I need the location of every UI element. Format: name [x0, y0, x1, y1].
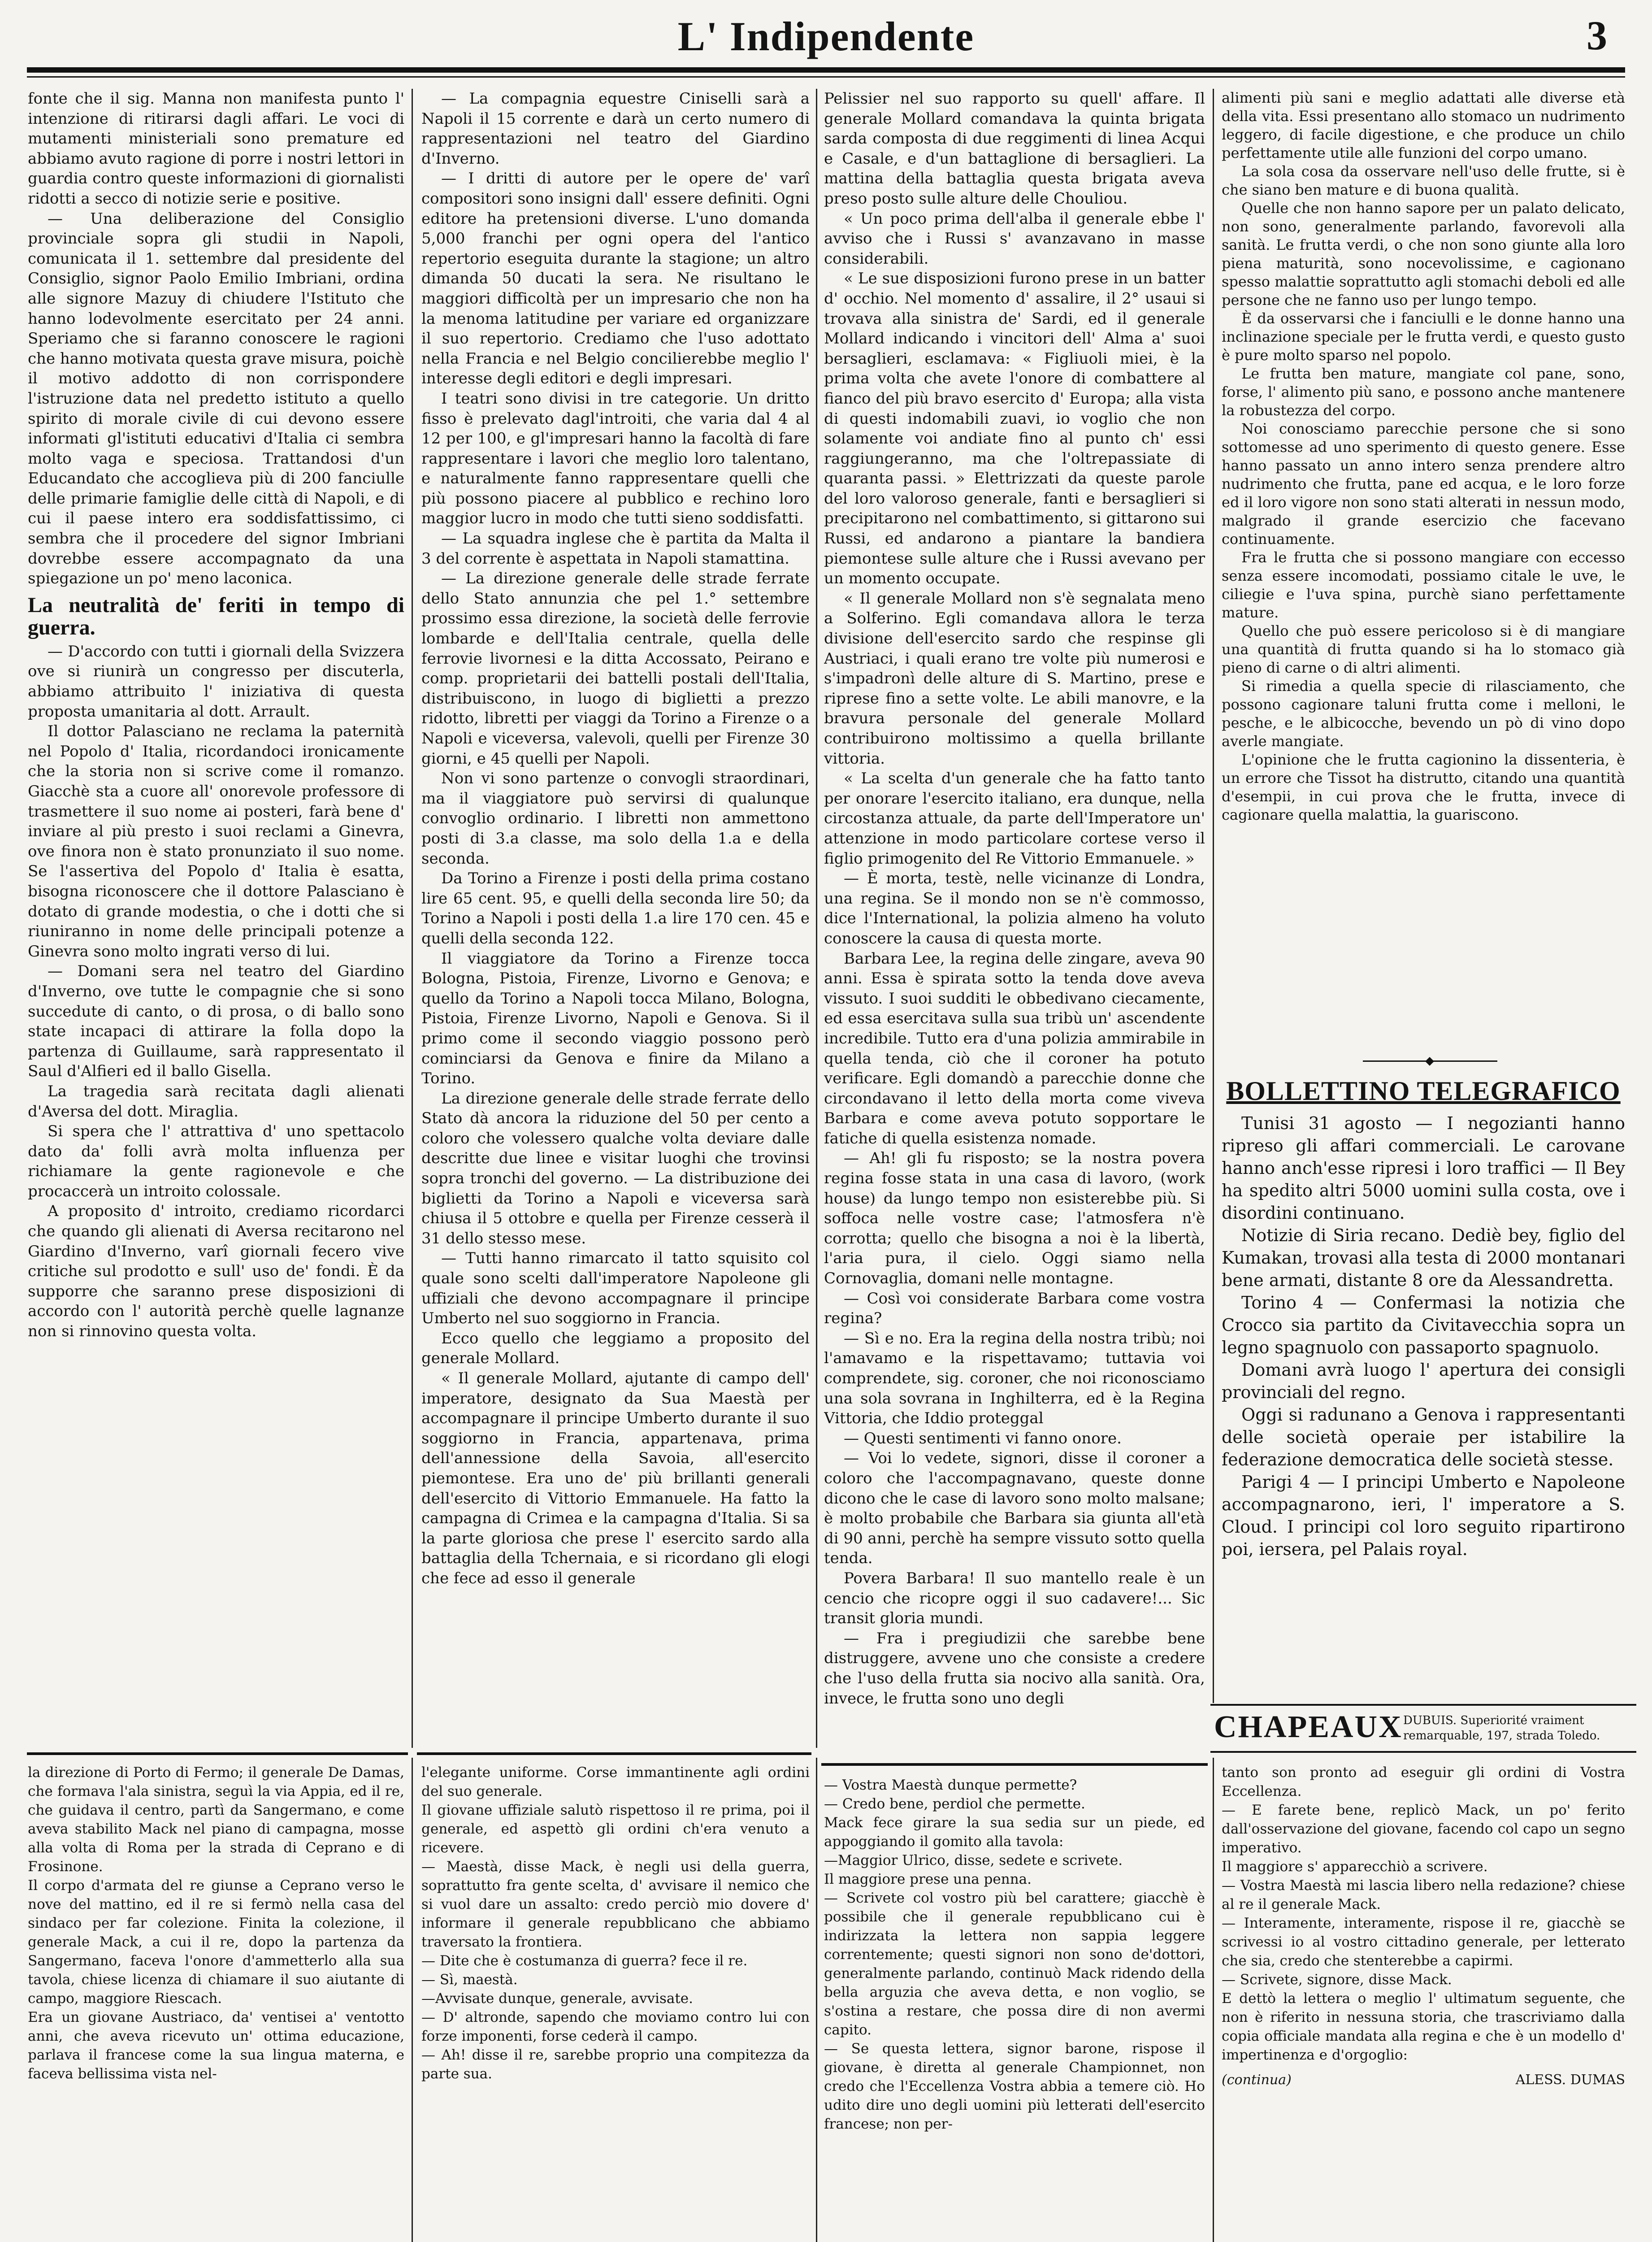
article-paragraph: — Ah! gli fu risposto; se la nostra povera regina fosse stata in una casa di lavoro, (work house) da lungo tempo non esisterebbe più. Si soffoca nelle vostre case; l'atmosfera n'è corrotta; quello che bisogna a noi è la libertà, l'aria pura, il cielo. Oggi siamo nella Cornovaglia, domani nelle montagne. [824, 1149, 1205, 1288]
feuilleton-column-1 [28, 1763, 404, 2242]
bulletin-title: BOLLETTINO TELEGRAFICO [1226, 1076, 1621, 1106]
masthead [27, 0, 1625, 76]
article-paragraph: Quelle che non hanno sapore per un palato delicato, non sono, generalmente parlando, favorevoli alla sanità. Le frutta verdi, o che non sono giunte alla loro piena maturità, sono nocevolissime, e cagionano spesso malattie soprattutto agli stomachi deboli ed alle persone che ne fanno uso per lungo tempo. [1222, 200, 1625, 308]
article-paragraph: — Una deliberazione del Consiglio provinciale sopra gli studii in Napoli, comunicata il 1. settembre dal presidente del Consiglio, signor Paolo Emilio Imbriani, ordina alle signore Mazuy di chiudere l'Istituto che hanno lodevolmente esercitato per 24 anni. Speriamo che si faranno conoscere le ragioni che hanno motivata questa grave misura, poichè il motivo addotto di non corrispondere l'istruzione data nel predetto istituto a quello spirito di morale civile di cui devono essere informati gl'istituti educativi d'Italia ci sembra molto vaga e speciosa. Trattandosi d'un Educandato che accoglieva più di 200 fanciulle delle primarie famiglie delle città di Napoli, e di cui il paese intero era soddisfattissimo, ci sembra che il procedere del signor Imbriani dovrebbe essere accompagnato da una spiegazione un po' meno laconica. [28, 209, 404, 588]
article-paragraph: A proposito d' introito, crediamo ricordarci che quando gli alienati di Aversa recitarono nel Giardino d'Inverno, varî giornali fecero vive critiche sul prodotto e sull' uso de' fondi. È da supporre che saranno prese disposizioni di accordo con l' autorità perchè quelle lagnanze non si rinnovino questa volta. [28, 1202, 404, 1341]
feuilleton-column-3 [824, 1776, 1205, 2242]
article-paragraph: È da osservarsi che i fanciulli e le donne hanno una inclinazione speciale per le frutta verdi, e questo gusto è pure molto sparso nel popolo. [1222, 310, 1625, 364]
bulletin-item: Parigi 4 — I principi Umberto e Napoleone accompagnarono, ieri, l' imperatore a S. Cloud. I principi col loro seguito ripartirono poi, iersera, pel Palais royal. [1222, 1472, 1625, 1559]
feuilleton-rule [417, 1752, 811, 1755]
article-paragraph: — D'accordo con tutti i giornali della Svizzera ove si riunirà un congresso per discuterla, abbiamo attribuito l' iniziativa di questa proposta umanitaria al dott. Arrault. [28, 642, 404, 721]
article-paragraph: I teatri sono divisi in tre categorie. Un dritto fisso è prelevato dagl'introiti, che varia dal 4 al 12 per 100, e gl'impresari hanno la facoltà di fare rappresentare i lavori che meglio loro talentano, e naturalmente fanno rappresentare quelli che più possono piacere al pubblico e rechino loro maggior lucro in modo che tutti sieno soddisfatti. [421, 389, 810, 528]
column-divider [1213, 1758, 1214, 2242]
masthead-rule-thin [27, 76, 1625, 78]
bulletin-item: Domani avrà luogo l' apertura dei consigli provinciali del regno. [1222, 1360, 1625, 1402]
telegraph-bulletin [1222, 1072, 1625, 1695]
article-paragraph: Quello che può essere pericoloso si è di mangiare una quantità di frutta quando si ha lo stomaco già pieno di carne o di altri alimenti. [1222, 622, 1625, 676]
author-name: ALESS. DUMAS [1515, 2072, 1625, 2088]
article-paragraph: — Questi sentimenti vi fanno onore. [844, 1429, 1122, 1447]
article-paragraph: — Tutti hanno rimarcato il tatto squisito col quale sono scelti dall'imperatore Napoleone gli uffiziali che devono accompagnare il principe Umberto nel suo soggiorno in Francia. [421, 1249, 810, 1328]
bulletin-item: Oggi si radunano a Genova i rappresentanti delle società operaie per istabilire la federazione democratica delle società stesse. [1222, 1405, 1625, 1469]
article-paragraph: alimenti più sani e meglio adattati alle diverse età della vita. Essi presentano allo stomaco un nudrimento leggero, di facile digestione, e che produce un chilo perfettamente utile alle funzioni del corpo umano. [1222, 89, 1625, 161]
news-column-2 [421, 89, 810, 1748]
column-divider [816, 89, 817, 1748]
feuilleton-signature [1222, 2071, 1625, 2090]
ad-text: DUBUIS. Superiorité vraiment remarquable, 197, strada Toledo. [1403, 1714, 1600, 1742]
feuilleton-text: l'elegante uniforme. Corse immantinente agli ordini del suo generale. Il giovane uffiziale salutò rispettoso il re prima, poi il generale, ed aspettò gli ordini ch'era venuto a ricevere. — Maestà, disse Mack, è negli usi della guerra, soprattutto fra gente scelta, d' avvisare il nemico che si vuol dare un assalto: credo perciò mio dovere d' informare il generale repubblicano che abbiamo traversato la frontiera. — Dite che è costumanza di guerra? fece il re. — Sì, maestà. —Avvisate dunque, generale, avvisate. — D' altronde, sapendo che moviamo contro lui con forze imponenti, forse cederà il campo. — Ah! disse il re, sarebbe proprio una compitezza da parte sua. [421, 1764, 810, 2082]
ad-rule [1210, 1751, 1636, 1753]
article-paragraph: fonte che il sig. Manna non manifesta punto l' intenzione di ritirarsi dagli affari. Le voci di mutamenti ministeriali sono premature ed abbiamo avuto ragione di porre i nostri lettori in guardia contro queste informazioni di giornalisti ridotti a secco di notizie serie e positive. [28, 90, 404, 208]
article-paragraph: Pelissier nel suo rapporto su quell' affare. Il generale Mollard comandava la quinta brigata sarda composta di due reggimenti di linea Acqui e Casale, e d'un battaglione di bersaglieri. La mattina della battaglia questa brigata aveva preso posto sulle alture delle Chouliou. [824, 90, 1205, 208]
feuilleton-column-4 [1222, 1763, 1625, 2242]
feuilleton-rule [27, 1752, 408, 1755]
article-paragraph: — I dritti di autore per le opere de' varî compositori sono insigni dall' essere definiti. Ogni editore ha pretensioni diverse. L'uno domanda 5,000 franchi per ogni opera del l'antico repertorio eseguita durante la stagione; un altro dimanda 50 ducati la sera. Ne risultano le maggiori difficoltà per un impresario che non ha la menoma latitudine per variare ed organizzare il suo repertorio. Crediamo che l'uso adottato nella Francia e nel Belgio concilierebbe meglio l' interesse degli editori e degli impresari. [421, 169, 810, 388]
ad-headline: CHAPEAUX [1214, 1710, 1403, 1744]
article-paragraph: — È morta, testè, nelle vicinanze di Londra, una regina. Se il mondo non se n'è commosso, dice l'International, la polizia almeno ha voluto conoscere la causa di questa morte. [824, 869, 1205, 947]
article-paragraph: — La compagnia equestre Ciniselli sarà a Napoli il 15 corrente e darà un certo numero di rappresentazioni nel teatro del Giardino d'Inverno. [421, 90, 810, 168]
article-paragraph: La tragedia sarà recitata dagli alienati d'Aversa del dott. Miraglia. [28, 1082, 404, 1121]
article-paragraph: Il viaggiatore da Torino a Firenze tocca Bologna, Pistoia, Firenze, Livorno e Genova; e quello da Torino a Napoli tocca Milano, Bologna, Pistoia, Firenze Livorno, Napoli e Genova. Si il primo come il secondo viaggio possono però cominciarsi da Genova e finire da Milano a Torino. [421, 949, 810, 1088]
article-paragraph: Fra le frutta che si possono mangiare con eccesso senza essere incomodati, possiamo citale le uve, le ciliegie e l'uva spina, purchè siano perfettamente mature. [1222, 549, 1625, 621]
article-paragraph: Non vi sono partenze o convogli straordinari, ma il viaggiatore può servirsi di qualunque convoglio ordinario. I libretti non ammettono posti di 3.a classe, ma solo della 1.a e della seconda. [421, 769, 810, 868]
article-paragraph: — La direzione generale delle strade ferrate dello Stato annunzia che pel 1.° settembre prossimo essa direzione, la società delle ferrovie lombarde e dell'Italia centrale, quella delle ferrovie livornesi e la ditta Accossato, Peirano e comp. proprietarii dei battelli postali dell'Italia, distribuiscono, in luogo di biglietti a prezzo ridotto, libretti per viaggi da Torino a Firenze o a Napoli e viceversa, valevoli, quelli per Firenze 30 giorni, e 45 quelli per Napoli. [421, 569, 810, 768]
column-divider [1213, 89, 1214, 1703]
article-paragraph: « Il generale Mollard non s'è segnalata meno a Solferino. Egli comandava allora le terza divisione dell'esercito sardo che respinse gli Austriaci, i quali erano tre volte più numerosi e s'impadronì delle alture di S. Martino, prese e riprese fino a sette volte. Le abili manovre, e la bravura personale del generale Mollard contribuirono moltissimo a quella brillante vittoria. [824, 589, 1205, 768]
column-divider [816, 1758, 817, 2242]
article-paragraph: — Voi lo vedete, signori, disse il coroner a coloro che l'accompagnavano, queste donne dicono che le case di lavoro sono molto malsane; è molto probabile che Barbara sia giunta all'età di 90 anni, perchè ha sempre vissuto sotto quella tenda. [824, 1449, 1205, 1568]
page-number: 3 [1587, 13, 1607, 58]
feuilleton-rule [821, 1763, 1208, 1766]
feuilleton-text: — Vostra Maestà dunque permette? — Credo bene, perdiol che permette. Mack fece girare la sua sedia sur un piede, ed appoggiando il gomito alla tavola: —Maggior Ulrico, disse, sedete e scrivete. Il maggiore prese una penna. — Scrivete col vostro più bel carattere; giacchè è possibile che il generale repubblicano cui è indirizzata la lettera non sappia leggere correntemente; questi signori non sono de'dottori, generalmente parlando, continuò Mack ridendo della bella arguzia che aveva detta, e non voglio, se s'ostina a restare, che possa dire di non avermi capito. — Se questa lettera, signor barone, rispose il giovane, è diretta al generale Championnet, non credo che l'Eccellenza Vostra abbia a temere ciò. Ho udito dire uno degli uomini più letterati dell'esercito francese; non per- [824, 1777, 1205, 2132]
article-paragraph: Povera Barbara! Il suo mantello reale è un cencio che ricopre oggi il suo cadavere!... Sic transit gloria mundi. [824, 1569, 1205, 1628]
article-paragraph: — Domani sera nel teatro del Giardino d'Inverno, ove tutte le compagnie che si sono succedute di canto, o di prosa, o di ballo sono state incapaci di attirare la folla dopo la partenza di Guillaume, sarà rappresentato il Saul d'Alfieri ed il ballo Gisella. [28, 962, 404, 1081]
section-divider [1363, 1058, 1497, 1064]
article-paragraph: La sola cosa da osservare nell'uso delle frutte, si è che siano ben mature e di buona qualità. [1222, 163, 1625, 198]
bulletin-item: Notizie di Siria recano. Dediè bey, figlio del Kumakan, trovasi alla testa di 2000 montanari bene armati, distante 8 ore da Alessandretta. [1222, 1225, 1625, 1290]
article-paragraph: L'opinione che le frutta cagionino la dissenteria, è un errore che Tissot ha distrutto, citando una quantità d'esempii, in cui prova che le frutta, invece di cagionare quella malattia, la guariscono. [1222, 751, 1625, 823]
article-paragraph: — La squadra inglese che è partita da Malta il 3 del corrente è aspettata in Napoli stamattina. [421, 530, 810, 568]
continua-note: (continua) [1222, 2072, 1292, 2088]
hat-advertisement [1210, 1708, 1636, 1748]
article-paragraph: Si spera che l' attrattiva d' uno spettacolo dato da' folli avrà molta influenza per richiamare la gente ragionevole e che procaccerà un introito colossale. [28, 1122, 404, 1200]
news-column-1 [28, 89, 404, 1748]
ad-rule [1210, 1704, 1636, 1706]
column-divider [412, 89, 413, 1748]
article-paragraph: Barbara Lee, la regina delle zingare, aveva 90 anni. Essa è spirata sotto la tenda dove aveva vissuto. I suoi sudditi le obbedivano ciecamente, ed essa esercitava sulla sua tribù un' ascendente incredibile. Tutto era d'una polizia ammirabile in quella tenda, ciò che il coroner ha potuto verificare. Egli domandò a parecchie donne che circondavano il letto della morta come viveva Barbara e come aveva potuto sopportare le fatiche di quella esistenza nomade. [824, 949, 1205, 1147]
article-paragraph: La direzione generale delle strade ferrate dello Stato dà ancora la riduzione del 50 per cento a coloro che volessero qualche volta deviare dalle descritte due linee e visitar luoghi che trovinsi sopra tronchi del governo. — La distribuzione dei biglietti da Torino a Napoli e viceversa sarà chiusa il 5 ottobre e quella per Firenze cesserà il 31 dello stesso mese. [421, 1089, 810, 1247]
feuilleton-column-2 [421, 1763, 810, 2242]
article-heading: La neutralità de' feriti in tempo di guerra. [28, 593, 404, 639]
bulletin-item: Torino 4 — Confermasi la notizia che Crocco sia partito da Civitavecchia sopra un legno spagnuolo con passaporto spagnuolo. [1222, 1293, 1625, 1357]
bulletin-item: Tunisi 31 agosto — I negozianti hanno ripreso gli affari commerciali. Le carovane hanno anch'esse ripresi i loro traffici — Il Bey ha spedito altri 5000 uomini sulla costa, ove i disordini continuano. [1222, 1113, 1625, 1223]
article-paragraph: Il dottor Palasciano ne reclama la paternità nel Popolo d' Italia, ricordandoci ironicamente che la storia non si scrive come il romanzo. Giacchè sta a cuore all' onorevole professore di trasmettere il suo nome ai posteri, farà bene d' inviare al più presto i suoi reclami a Ginevra, ove finora non è stato pronunziato il suo nome. Se l'assertiva del Popolo d' Italia è esatta, bisogna riconoscere che il dottore Palasciano è dotato di grande modestia, o che i dotti che si riuniranno in nome delle principali potenze a Ginevra sono molto ingrati verso di lui. [28, 722, 404, 960]
article-paragraph: « Un poco prima dell'alba il generale ebbe l' avviso che i Russi s' avanzavano in masse considerabili. [824, 209, 1205, 268]
news-column-3 [824, 89, 1205, 1748]
article-paragraph: — Fra i pregiudizii che sarebbe bene distruggere, avvene uno che consiste a credere che l'uso della frutta sia nocivo alla sanità. Ora, invece, le frutta sono uno degli [824, 1629, 1205, 1708]
article-paragraph: Noi conosciamo parecchie persone che si sono sottomesse ad uno sperimento di questo genere. Esse hanno passato un anno intero senza prendere altro nudrimento che frutta, pane ed acqua, e le loro forze ed il loro vigore non sono stati alterati in nessun modo, malgrado il grande esercizio che facevano continuamente. [1222, 420, 1625, 547]
column-divider [412, 1758, 413, 2242]
feuilleton-text: la direzione di Porto di Fermo; il generale De Damas, che formava l'ala sinistra, seguì la via Appia, ed il re, che guidava il centro, partì da Sangermano, e come aveva stabilito Mack nel piano di campagna, mosse alla volta di Roma per la strada di Ceprano e di Frosinone. Il corpo d'armata del re giunse a Ceprano verso le nove del mattino, ed il re si fermò nella casa del sindaco per far colezione. Finita la colezione, il generale Mack, a cui il re, dopo la partenza da Sangermano, faceva l'onore d'ammetterlo alla sua tavola, chiese licenza di chiamare il suo aiutante di campo, maggiore Riescach. Era un giovane Austriaco, da' ventisei a' ventotto anni, che aveva ricevuto un' ottima educazione, parlava il francese come la sua lingua materna, e faceva bellissima vista nel- [28, 1764, 404, 2082]
article-paragraph: Ecco quello che leggiamo a proposito del generale Mollard. [421, 1329, 810, 1368]
newspaper-title: L' Indipendente [677, 13, 975, 59]
news-column-4 [1222, 89, 1625, 1053]
article-paragraph: Da Torino a Firenze i posti della prima costano lire 65 cent. 95, e quelli della seconda lire 50; da Torino a Napoli i posti della 1.a lire 170 cen. 45 e quelli della seconda 122. [421, 869, 810, 947]
article-paragraph: « Le sue disposizioni furono prese in un batter d' occhio. Nel momento d' assalire, il 2° usaui si trovava alla sinistra de' Sardi, ed il generale Mollard indicando i vincitori dell' Alma a' suoi bersaglieri, esclamava: « Figliuoli miei, è la prima volta che avete l'onore di combattere al fianco del più bravo esercito d' Europa; alla vista di questi indomabili zuavi, io voglio che non solamente voi andiate fino al punto ch' essi raggiungeranno, ma che l'oltrepassiate di quaranta passi. » Elettrizzati da queste parole del loro valoroso generale, fanti e bersaglieri si precipitarono nel combattimento, si gittarono sui Russi, ed andarono a piantare la bandiera piemontese sulle alture che i Russi avevano per un momento occupate. [824, 269, 1205, 588]
article-paragraph: « La scelta d'un generale che ha fatto tanto per onorare l'esercito italiano, era dunque, nella circostanza attuale, da parte dell'Imperatore un' attenzione in modo particolare cortese verso il figlio primogenito del Re Vittorio Emmanuele. » [824, 769, 1205, 868]
article-paragraph: Si rimedia a quella specie di rilasciamento, che possono cagionare taluni frutta come i melloni, le pesche, e le albicocche, bevendo un pò di vino dopo averle mangiate. [1222, 678, 1625, 750]
article-paragraph: — Sì e no. Era la regina della nostra tribù; noi l'amavamo e la rispettavamo; tuttavia voi comprendete, sig. coroner, che noi riconosciamo una sola sovrana in Inghilterra, ed è la Regina Vittoria, che Iddio proteggal [824, 1329, 1205, 1428]
article-paragraph: — Così voi considerate Barbara come vostra regina? [824, 1289, 1205, 1328]
article-paragraph: Le frutta ben mature, mangiate col pane, sono, forse, l' alimento più sano, e possono anche mantenere la robustezza del corpo. [1222, 365, 1625, 419]
article-paragraph: « Il generale Mollard, ajutante di campo dell' imperatore, designato da Sua Maestà per accompagnare il principe Umberto durante il suo soggiorno in Francia, appartenava, prima dell'annessione della Savoia, all'esercito piemontese. Era uno de' più brillanti generali dell'esercito di Vittorio Emmanuele. Ha fatto la campagna di Crimea e la campagna d'Italia. Si sa la parte gloriosa che prese l' esercito sardo alla battaglia della Tchernaia, e si ricordano gli elogi che fece ad esso il generale [421, 1369, 810, 1587]
feuilleton-text: tanto son pronto ad eseguir gli ordini di Vostra Eccellenza. — E farete bene, replicò Mack, un po' ferito dall'osservazione del giovane, facendo col capo un segno imperativo. Il maggiore s' apparecchiò a scrivere. — Vostra Maestà mi lascia libero nella redazione? chiese al re il generale Mack. — Interamente, interamente, rispose il re, giacchè se scrivessi io al vostro cittadino generale, per letterato che sia, credo che stenterebbe a capirmi. — Scrivete, signore, disse Mack. E dettò la lettera o meglio l' ultimatum seguente, che non è riferito in nessuna storia, che trascriviamo dalla copia officiale mandata alla regina e che è un modello d' impertinenza e d'orgoglio: [1222, 1764, 1625, 2063]
masthead-rule [27, 67, 1625, 73]
